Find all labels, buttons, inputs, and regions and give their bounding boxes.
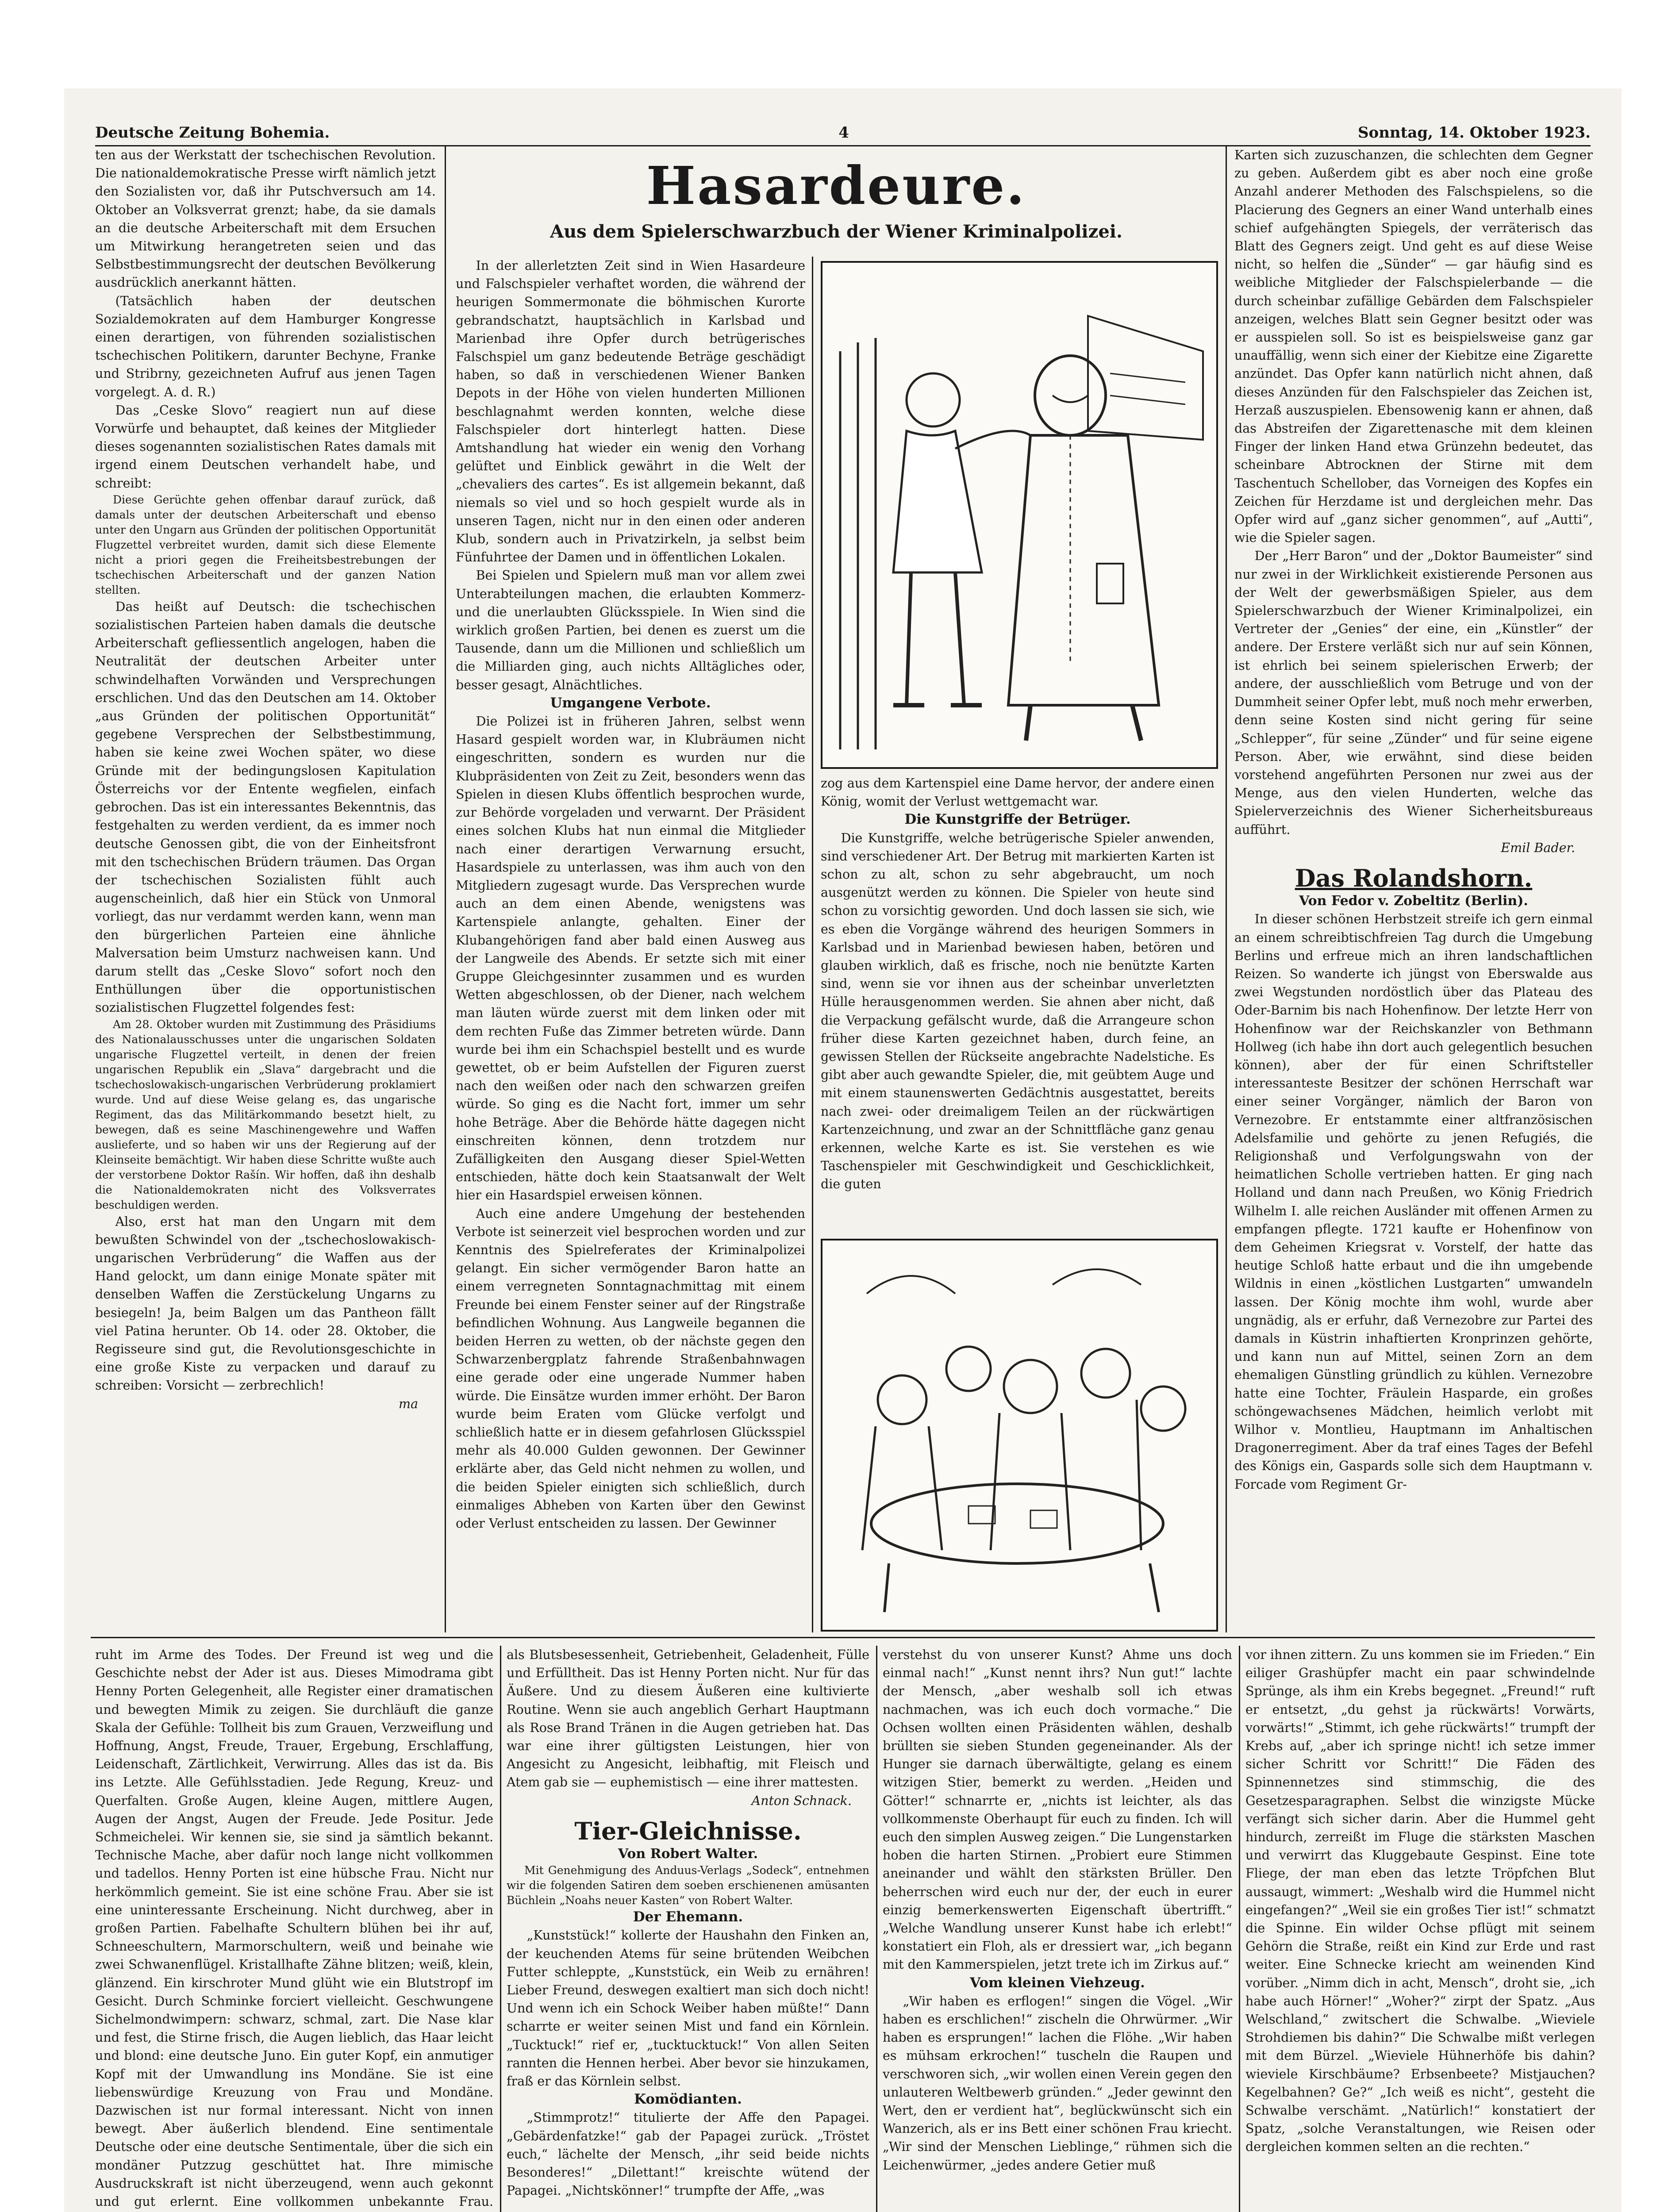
masthead-title: Deutsche Zeitung Bohemia. [95,124,330,142]
paragraph: Das heißt auf Deutsch: die tschechischen sozialistischen Parteien haben damals die deutsche Arbeiterschaft gefliessentlich angelogen, haben die Neutralität der deutschen Arbeiter unter schwindelhaften Vorwänden und Versprechungen erschlichen. Und das den Deutschen am 14. Oktober „aus Gründen der politischen Opportunität“ gegebene Versprechen der Selbstbestimmung, haben sie keine zwei Wochen später, wo diese Gründe mit der bedingungslosen Kapitulation Österreichs vor der Entente wegfielen, einfach gebrochen. Das ist ein interessantes Bekenntnis, das festgehalten zu werden verdient, da es immer noch deutsche Genossen gibt, die von der Einheitsfront mit den tschechischen Brüdern träumen. Das Organ der tschechischen Sozialisten fühlt auch augenscheinlich, daß hier ein Stück von Unmoral vorliegt, das nur verdammt werden kann, wenn man den bürgerlichen Parteien eine ähnliche Malversation beim Umsturz nachweisen kann. Und darum stellt das „Ceske Slovo“ sofort noch den Enthüllungen über die opportunistischen sozialistischen Flugzettel folgendes fest: [95,599,436,1015]
article-subtitle: Aus dem Spielerschwarzbuch der Wiener Kriminalpolizei. [550,221,1122,242]
paragraph: Der „Herr Baron“ und der „Doktor Baumeister“ sind nur zwei in der Wirklichkeit existierende Personen aus der Welt der gewerbsmäßigen Spieler, aus dem Spielerschwarzbuch der Wiener Kriminalpolizei, ein Vertreter der „Genies“ der eine, ein „Künstler“ der andere. Der Erstere verläßt sich nur auf sein Können, ist ehrlich bei seinem spielerischen Erwerb; der andere, der ausschließlich vom Betruge und von der Dummheit seiner Opfer lebt, muß noch mehr erwerben, denn seine Kosten sind nicht gering für seine „Schlepper“, für seine „Zünder“ und für seine eigene Person. Aber, wie erwähnt, sind diese beiden vorstehend angeführten Personen nur zwei aus der Menge, aus den vielen Hunderten, welche das Spielerverzeichnis des Wiener Sicherheitsbureaus aufführt. [1234,549,1593,837]
paragraph: Auch eine andere Umgehung der bestehenden Verbote ist seinerzeit viel besprochen worden und zur Kenntnis des Spielreferates der Kriminalpolizei gelangt. Ein sicher vermögender Baron hatte an einem verregneten Sonntagnachmittag mit einem Freunde bei einem Fenster seiner auf der Ringstraße befindlichen Wohnung. Aus Langweile begannen die beiden Herren zu wetten, ob der nächste gegen den Schwarzenbergplatz fahrende Straßenbahnwagen eine gerade oder eine ungerade Nummer haben würde. Die Einsätze wurden immer erhöht. Der Baron wurde beim Eraten vom Glücke verfolgt und schließlich hatte er in diesem gefahrlosen Glücksspiel mehr als 40.000 Gulden gewonnen. Der Gewinner erklärte aber, das Geld nicht nehmen zu wollen, und die beiden Spieler einigten sich schließlich, durch einmaliges Abheben von Karten über den Gewinst oder Verlust entscheiden zu lassen. Der Gewinner [456,1206,805,1531]
cartoon-drawing [822,1240,1216,1630]
article-title-tier: Tier-Gleichnisse. [574,1816,802,1845]
author-initials: ma [398,1396,418,1411]
paragraph: In dieser schönen Herbstzeit streife ich gern einmal an einem schreibtischfreien Tag durch die Umgebung Berlins und erfreue mich an ihren landschaftlichen Reizen. So wanderte ich jüngst von Eberswalde aus zwei Wegstunden nordöstlich über das Plateau des Oder-Barnim bis nach Hohenfinow. Der letzte Herr von Hohenfinow war der Reichskanzler von Bethmann Hollweg (ich habe ihn dort auch gelegentlich besuchen können), aber der für einen Schriftsteller interessanteste Besitzer der schönen Herrschaft war einer seiner Vorgänger, nämlich der Baron von Vernezobre. Er entstammte einer altfranzösischen Adelsfamilie und gehörte zu jenen Refugiés, die Religionshaß und Verfolgungswahn von der heimatlichen Scholle vertrieben hatten. Er ging nach Holland und dann nach Preußen, wo König Friedrich Wilhelm I. alle reichen Ausländer mit offenen Armen zu empfangen pflegte. 1721 kaufte er Hohenfinow von dem Geheimen Kriegsrat v. Vorstelf, der hatte das heutige Schloß hatte erbaut und die ihn umgebende Wildnis in einen „köstlichen Lustgarten“ umwandeln lassen. Der König mochte ihm wohl, wurde aber ungnädig, als er erfuhr, daß Vernezobre zur Partei des damals in Küstrin inhaftierten Kronprinzen gehörte, und kann nun auf Mittel, seinen Zorn an dem ehemaligen Günstling gründlich zu kühlen. Vernezobre hatte eine Tochter, Fräulein Hasparde, ein großes schöngewachsenes Mädchen, heimlich verlobt mit Wilhor v. Montlieu, Hauptmann im Anhaltischen Dragonerregiment. Aber da traf eines Tages der Befehl des Königs ein, Gaspards solle sich dem Hauptmann v. Forcade vom Regiment Gr- [1234,912,1593,1492]
article-column-1 [95,146,436,1632]
paragraph: Karten sich zuzuschanzen, die schlechten dem Gegner zu geben. Außerdem gibt es aber noch eine große Anzahl anderer Methoden des Falschspielens, so die Placierung des Gegners an einer Wand unterhalb eines schief aufgehängten Spiegels, der verräterisch das Blatt des Gegners zeigt. Und geht es auf diese Weise nicht, so helfen die „Sünder“ — gar häufig sind es weibliche Mitglieder der Falschspielerbande — die durch scheinbar zufällige Gebärden dem Falschspieler anzeigen, welches Blatt sein Gegner besitzt oder was er ausspielen soll. So ist es beispielsweise ganz gar unauffällig, wenn sich einer der Kiebitze eine Zigarette anzündet. Das Opfer kann natürlich nicht ahnen, daß dieses Anzünden für den Falschspieler das Zeichen ist, Herzaß auszuspielen. Ebensowenig kann er ahnen, daß das Abstreifen der Zigarettenasche mit dem kleinen Finger der linken Hand etwa Grünzehn bedeutet, das scheinbare Abtrocknen der Stirne mit dem Taschentuch Schellober, das Vorneigen des Kopfes ein Zeichen für Herzdame ist und dergleichen mehr. Das Opfer wird auf „ganz sicher genommen“, auf „Autti“, wie die Spieler sagen. [1234,148,1593,545]
column-rule [876,1646,877,2212]
issue-date: Sonntag, 14. Oktober 1923. [1357,124,1591,142]
column-rule [1226,146,1227,1632]
column-rule [500,1646,501,2212]
feuilleton-column-1 [95,1646,493,2212]
paragraph: Die Kunstgriffe, welche betrügerische Spieler anwenden, sind verschiedener Art. Der Betrug mit markierten Karten ist schon zu alt, schon zu sehr abgebraucht, um noch ausgenützt werden zu können. Die Spieler von heute sind schon zu vorsichtig geworden. Und doch lassen sie sich, wie es eben die Vorgänge während des heurigen Sommers in Karlsbad und in Marienbad bewiesen haben, betören und glauben wirklich, daß es frische, noch nie benützte Karten sind, wenn sie vor ihnen aus der scheinbar unverletzten Hülle herausgenommen werden. Sie ahnen aber nicht, daß die Verpackung gefälscht wurde, daß die Arrangeure schon früher diese Karten gezeichnet haben, durch feine, an gewissen Stellen der Rückseite angebrachte Nadelstiche. Es gibt aber auch gewandte Spieler, die, mit geübtem Auge und mit einem staunenswerten Gedächtnis ausgestattet, bereits nach zwei- oder dreimaligem Teilen an der rückwärtigen Kartenzeichnung, und zwar an der Schnittfläche ganz genau erkennen, welche Karte es ist. Sie verstehen es wie Taschenspieler mit Geschwindigkeit und Geschicklichkeit, die guten [821,830,1214,1192]
article-title-roland: Das Rolandshorn. [1295,864,1533,892]
paragraph: „Kunststück!“ kollerte der Haushahn den Finken an, der keuchenden Atems für seine brütenden Weibchen Futter schleppte, „Kunststück, ein Weib zu ernähren! Lieber Freund, deswegen exaltiert man sich doch nicht! Und wenn ich ein Schock Weiber haben müßte!“ Dann scharrte er weiter seinen Mist und fand ein Körnlein. „Tucktuck!“ rief er, „tucktucktuck!“ Von allen Seiten rannten die Hennen herbei. Aber bevor sie hinzukamen, fraß er das Körnlein selbst. [507,1928,869,2089]
author-signature: Anton Schnack. [751,1793,852,1808]
article-title: Hasardeure. [646,155,1026,216]
section-heading: Der Ehemann. [633,1909,743,1925]
section-heading: Die Kunstgriffe der Betrüger. [904,811,1131,828]
paragraph: (Tatsächlich haben der deutschen Sozialdemokraten auf dem Hamburger Kongresse einen derartigen, von führenden sozialistischen tschechischen Politikern, darunter Bechyne, Franke und Stribrny, gezeichneten Aufruf aus jenen Tagen vorgelegt. A. d. R.) [95,293,436,399]
paragraph: In der allerletzten Zeit sind in Wien Hasardeure und Falschspieler verhaftet worden, die während der heurigen Sommermonate die böhmischen Kurorte gebrandschatzt, hauptsächlich in Karlsbad und Marienbad ihre Opfer durch betrügerisches Falschspiel um ganz bedeutende Beträge geschädigt haben, so daß in verschiedenen Wiener Banken Depots in der Höhe von vielen hunderten Millionen beschlagnahmt werden konnten, welche diese Falschspieler dort hinterlegt hatten. Diese Amtshandlung hat wieder ein wenig den Vorhang gelüftet und Einblick gewährt in die Welt der „chevaliers des cartes“. Es ist allgemein bekannt, daß niemals so viel und so hoch gespielt wurde als in unseren Tagen, nicht nur in den einen oder anderen Klub, sondern auch in Privatzirkeln, ja selbst beim Fünfuhrtee der Damen und in öffentlichen Lokalen. [456,258,805,565]
paragraph: Das „Ceske Slovo“ reagiert nun auf diese Vorwürfe und behauptet, daß keines der Mitglieder dieses sogenannten sozialistischen Rates damals mit irgend einem Deutschen verhandelt habe, und schreibt: [95,403,436,491]
section-heading: Umgangene Verbote. [550,695,711,711]
section-heading: Vom kleinen Viehzeug. [970,1974,1145,1991]
feuilleton-column-4 [1245,1646,1595,2212]
column-rule [1239,1646,1240,2212]
feuilleton-column-3 [883,1646,1232,2212]
quote-paragraph: Am 28. Oktober wurden mit Zustimmung des Präsidiums des Nationalausschusses unter die ungarischen Soldaten ungarische Flugzettel verteilt, in denen der freien ungarischen Republik ein „Slava“ dargebracht und die tschechoslowakisch-ungarischen Verbrüderung proklamiert wurde. Und auf diese Weise gelang es, das ungarische Regiment, das das Militärkommando besetzt hielt, zu bewegen, daß es seine Maschinengewehre und Waffen auslieferte, und so haben wir uns der Regierung auf der Kleinseite bemächtigt. Wir haben diese Schritte wußte auch der verstorbene Doktor Rašín. Wir hoffen, daß ihn deshalb die Nationaldemokraten nicht des Volksverrates beschuldigen werden. [95,1018,436,1211]
paragraph: ten aus der Werkstatt der tschechischen Revolution. Die nationaldemokratische Presse wirft nämlich jetzt den Sozialisten vor, daß ihr Putschversuch am 14. Oktober an Volksverrat grenzt; habe, da sie damals an die deutsche Arbeiterschaft mit dem Ersuchen um Mitwirkung herangetreten seien und das Selbstbestimmungsrecht der deutschen Bevölkerung ausdrücklich anerkannt hätten. [95,148,436,290]
paragraph: als Blutsbesessenheit, Getriebenheit, Geladenheit, Fülle und Erfülltheit. Das ist Henny Porten nicht. Nur für das Äußere. Und zu diesem Äußeren eine kultivierte Routine. Wenn sie auch angeblich Gerhart Hauptmann als Rose Brand Tränen in die Augen getrieben hat. Das war eine ihrer gültigsten Leistungen, hier von Angesicht zu Angesicht, leibhaftig, mit Fleisch und Atem gab sie — euphemistisch — eine ihrer mattesten. [507,1647,869,1790]
column-rule [445,146,446,1632]
horizontal-rule [91,1637,1595,1638]
paragraph: vor ihnen zittern. Zu uns kommen sie im Frieden.“ Ein eiliger Grashüpfer macht ein paar schwindelnde Sprünge, als ihm ein Krebs begegnet. „Freund!“ ruft er entsetzt, „du gehst ja rückwärts! Vorwärts, vorwärts!“ „Stimmt, ich gehe rückwärts!“ trumpft der Krebs auf, „aber ich springe nicht! ich setze immer sicher Schritt vor Schritt!“ Die Fäden des Spinnennetzes sind stimmschig, die des Gesetzesparagraphen. Selbst die winzigste Mücke verfängt sich sicher darin. Aber die Hummel geht hindurch, zerreißt im Fluge die stärksten Maschen und verwirrt das Kluggebaute Gespinst. Eine tote Fliege, der man eben das letzte Tröpfchen Blut aussaugt, wimmert: „Weshalb wird die Hummel nicht eingefangen?“ „Weil sie ein großes Tier ist!“ schmatzt die Spinne. Ein wilder Ochse pflügt mit seinem Gehörn die Straße, reißt ein Kind zur Erde und rast weiter. Eine Schnecke kriecht am weinenden Kind vorüber. „Nimm dich in acht, Mensch“, droht sie, „ich habe auch Hörner!“ „Woher?“ zirpt der Spatz. „Aus Welschland,“ zwitschert die Schwalbe. „Wieviele Strohdiemen bis dahin?“ Die Schwalbe mißt verlegen mit dem Bürzel. „Wieviele Hühnerhöfe bis dahin? wieviele Kirschbäume? Erbsenbeete? Mistjauchen? Kegelbahnen? Ge?“ „Ich weiß es nicht“, gesteht die Schwalbe verschämt. „Natürlich!“ konstatiert der Spatz, „solche Veranstaltungen, wie Reisen oder dergleichen kommen selten an die rechten.“ [1245,1647,1595,2154]
newspaper-page [64,88,1622,2212]
paragraph: Also, erst hat man den Ungarn mit dem bewußten Schwindel von der „tschechoslowakisch-ungarischen Verbrüderung“ die Waffen aus der Hand gelockt, um dann einige Monate später mit denselben Waffen die Zerstückelung Ungarns zu besiegeln! Ja, beim Balgen um das Pantheon fällt viel Patina herunter. Ob 14. oder 28. Oktober, die Regisseure sind gut, die Revolutionsgeschichte in eine große Kiste zu verpacken und darauf zu schreiben: Vorsicht — zerbrechlich! [95,1214,436,1393]
cartoon-drawing [822,263,1216,767]
paragraph: „Stimmprotz!“ titulierte der Affe den Papagei. „Gebärdenfatzke!“ gab der Papagei zurück. „Tröstet euch,“ lächelte der Mensch, „ihr seid beide nichts Besonderes!“ „Dilettant!“ kreischte wütend der Papagei. „Nichtskönner!“ trumpfte der Affe, „was [507,2110,869,2198]
paragraph: Bei Spielen und Spielern muß man vor allem zwei Unterabteilungen machen, die erlaubten Kommerz- und die unerlaubten Glücksspiele. In Wien sind die wirklich großen Partien, bei denen es zuerst um die Tausende, dann um die Millionen und schließlich um die Milliarden ging, auch nichts Alltägliches oder, besser gesagt, Alnächtliches. [456,568,805,692]
column-rule [812,257,813,1632]
article-column-3 [821,774,1214,1221]
author-signature: Emil Bader. [1501,840,1575,855]
section-heading: Komödianten. [634,2091,742,2108]
article-column-2 [456,257,805,1632]
paragraph: verstehst du von unserer Kunst? Ahme uns doch einmal nach!“ „Kunst nennt ihrs? Nun gut!“ lachte der Mensch, „aber weshalb soll ich etwas nachmachen, was ich euch doch vormache.“ Die Ochsen wollten einen Präsidenten wählen, deshalb brüllten sie sieben Stunden gegeneinander. Als der Hunger sie darnach überwältigte, gelang es einem witzigen Stier, bemerkt zu werden. „Heiden und Götter!“ schnarrte er, „nichts ist leichter, als das vollkommenste Oberhaupt für euch zu finden. Ich will euch den simplen Ausweg zeigen.“ Die Lungenstarken hoben die harten Stirnen. „Probiert eure Stimmen aneinander und wählt den stärksten Brüller. Den beherrschen wird euch nur der, der euch in eurer einzig bemerkenswerten Eigenschaft übertrifft.“ „Welche Wandlung unserer Kunst habe ich erlebt!“ konstatiert ein Floh, als er dressiert war, „ich begann mit den Kammerspielen, jetzt trete ich im Zirkus auf.“ [883,1647,1232,1972]
article-byline: Von Fedor v. Zobeltitz (Berlin). [1299,893,1528,909]
editorial-note: Mit Genehmigung des Anduus-Verlags „Sodeck“, entnehmen wir die folgenden Satiren dem soeben erschienenen amüsanten Büchlein „Noahs neuer Kasten“ von Robert Walter. [507,1864,869,1907]
illustration-gamblers-table [821,1239,1218,1632]
article-byline: Von Robert Walter. [618,1846,758,1862]
page-number: 4 [838,124,849,142]
paragraph: „Wir haben es erflogen!“ singen die Vögel. „Wir haben es erschlichen!“ zischeln die Ohrwürmer. „Wir haben es ersprungen!“ lachen die Flöhe. „Wir haben es mühsam erkrochen!“ tuscheln die Raupen und verschworen sich, „wir wollen einen Verein gegen den unlauteren Weltbewerb gründen.“ „Jeder gewinnt den Wert, den er verdient hat“, beglückwünscht sich ein Wanzerich, als er ins Bett einer schönen Frau kriecht. „Wir sind der Menschen Lieblinge,“ rühmen sich die Leichenwürmer, „jedes andere Getier muß [883,1993,1232,2173]
quote-paragraph: Diese Gerüchte gehen offenbar darauf zurück, daß damals unter der deutschen Arbeiterschaft und ebenso unter den Ungarn aus Gründen der politischen Opportunität Flugzettel verbreitet wurden, damit sich diese Elemente nicht a priori gegen die Freiheitsbestrebungen der tschechischen Arbeiterschaft und der ganzen Nation stellten. [95,493,436,596]
paragraph: zog aus dem Kartenspiel eine Dame hervor, der andere einen König, womit der Verlust wettgemacht war. [821,776,1214,809]
page-header [95,106,1591,146]
feuilleton-column-2 [507,1646,869,2212]
illustration-gamblers-standing [821,261,1218,769]
paragraph: Die Polizei ist in früheren Jahren, selbst wenn Hasard gespielt worden war, in Klubräumen nicht eingeschritten, sondern es wurden nur die Klubpräsidenten von Zeit zu Zeit, besonders wenn das Spielen in diesen Klubs öffentlich besprochen wurde, zur Behörde vorgeladen und verwarnt. Der Präsident eines solchen Klubs hat nun einmal die Mitglieder nach einer derartigen Verwarnung ersucht, Hasardspiele zu unterlassen, was ihm auch von den Mitgliedern zugesagt wurde. Das Versprechen wurde auch an dem einen Abende, wenigstens was Kartenspiele anlangte, gehalten. Einer der Klubangehörigen fand aber bald einen Ausweg aus der Langweile des Abends. Er setzte sich mit einer Gruppe Gleichgesinnter zusammen und es wurden Wetten abgeschlossen, ob der Diener, nach welchem man läuten würde zuerst mit dem linken oder mit dem rechten Fuße das Zimmer betreten würde. Dann wurde bei ihm ein Schachspiel bestellt und es wurde gewettet, ob er beim Aufstellen der Figuren zuerst nach den weißen oder nach den schwarzen greifen würde. So ging es die Nacht fort, immer um sehr hohe Beträge. Aber die Behörde hätte dagegen nicht einschreiten können, denn trotzdem nur Zufälligkeiten den Ausgang dieser Spiel-Wetten entschieden, hätte doch kein Staatsanwalt der Welt hier ein Hasardspiel erweisen können. [456,714,805,1203]
paragraph: ruht im Arme des Todes. Der Freund ist weg und die Geschichte nebst der Ader ist aus. Dieses Mimodrama gibt Henny Porten Gelegenheit, alle Register einer dramatischen und bewegten Mimik zu zeigen. Sie durchläuft die ganze Skala der Gefühle: Tollheit bis zum Grauen, Verzweiflung und Hoffnung, Angst, Freude, Trauer, Ergebung, Erschlaffung, Leidenschaft, Zärtlichkeit, Verwirrung. Alles das ist da. Bis ins Letzte. Alle Gefühlsstadien. Jede Regung, Kreuz- und Querfalten. Große Augen, kleine Augen, mittlere Augen, Augen der Angst, Augen der Freude. Jede Positur. Jede Schmeichelei. Wir kennen sie, sie sind ja sämtlich bekannt. Technische Mache, aber dafür noch lange nicht vollkommen und tadellos. Henny Porten ist eine hübsche Frau. Nicht nur herkömmlich gemeint. Sie ist eine schöne Frau. Aber sie ist eine uninteressante Erscheinung. Nicht durchweg, aber in großen Partien. Fabelhafte Schultern blühen bei ihr auf, Schneeschultern, Marmorschultern, weiß und beinahe wie zwei Schwanenflügel. Kristallhafte Zähne blitzen; weiß, klein, glänzend. Ein kirschroter Mund glüht wie ein Blutstropf im Gesicht. Durch Schminke forciert vielleicht. Geschwungene Sichelmondwimpern: schwarz, schmal, zart. Die Nase klar und fest, die Stirne frisch, die Augen lieblich, das Haar leicht und blond: eine deutsche Juno. Ein guter Kopf, ein anmutiger Kopf mit der Umwandlung ins Mondäne. Sie ist eine liebenswürdige Kreuzung von Frau und Mondäne. Dazwischen ist nur formal interessant. Nicht von innen bewegt. Aber äußerlich blendend. Eine sentimentale Deutsche oder eine deutsche Sentimentale, über die sich ein mondäner Putzzug geschüttet hat. Ihre mimische Ausdruckskraft ist nicht überzeugend, wenn auch gekonnt und gut erlernt. Eine vollkommen unbekannte Frau. [95,1647,493,2209]
article-column-4 [1234,146,1593,1632]
